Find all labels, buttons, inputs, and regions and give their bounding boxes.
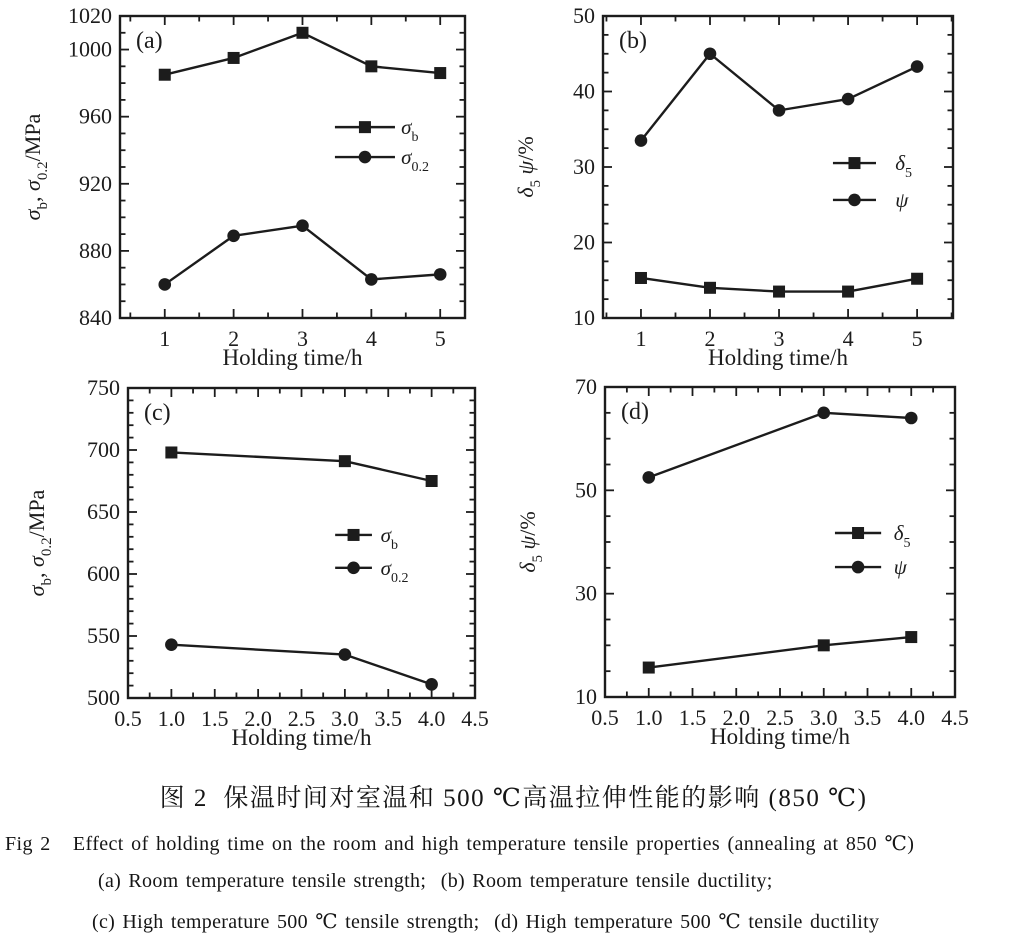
circle-marker: [817, 407, 830, 420]
square-marker: [704, 282, 716, 294]
chart-c-canvas: [0, 375, 513, 765]
series-line: [171, 452, 431, 481]
x-tick-label: 3.0: [331, 706, 359, 731]
square-marker: [842, 286, 854, 298]
square-marker: [911, 273, 923, 285]
y-tick-label: 500: [87, 685, 120, 710]
series-line: [649, 413, 912, 478]
caption-chinese: 图 2 保温时间对室温和 500 ℃高温拉伸性能的影响 (850 ℃): [159, 785, 868, 812]
x-tick-label: 2.5: [766, 705, 794, 730]
y-tick-label: 30: [575, 580, 597, 606]
chart-panel-d: [513, 375, 1027, 765]
square-marker: [635, 272, 647, 284]
legend-label: $\delta_5$: [895, 151, 913, 182]
square-marker: [643, 662, 655, 674]
x-tick-label: 2: [704, 326, 716, 351]
panel-label: (a): [136, 28, 163, 54]
square-marker: [339, 455, 351, 467]
square-marker: [296, 27, 308, 39]
x-tick-label: 3: [296, 326, 308, 351]
circle-marker: [848, 194, 861, 207]
x-tick-label: 4.0: [897, 705, 925, 730]
y-axis-title: $\delta_5$ ψ/%: [513, 136, 544, 198]
x-tick-label: 1.5: [678, 705, 707, 730]
y-tick-label: 650: [87, 499, 120, 524]
panel-label: (b): [619, 28, 647, 54]
legend-label: $\sigma_b$: [401, 115, 419, 146]
x-tick-label: 1: [635, 326, 647, 351]
circle-marker: [425, 678, 438, 691]
series-line: [165, 226, 440, 285]
series-line: [165, 33, 440, 75]
chart-a-canvas: [0, 0, 513, 375]
y-tick-label: 40: [573, 78, 595, 104]
circle-marker: [635, 134, 648, 147]
circle-marker: [347, 562, 360, 575]
y-tick-label: 50: [575, 477, 597, 503]
circle-marker: [852, 561, 865, 574]
square-marker: [852, 527, 864, 539]
legend-label: $\sigma_{0.2}$: [401, 145, 430, 176]
y-tick-label: 960: [79, 103, 112, 129]
y-tick-label: 550: [87, 623, 120, 648]
caption-english: Fig 2 Effect of holding time on the room and high temperature tensile properties (annealing at 850 ℃): [5, 833, 915, 855]
x-tick-label: 4: [842, 326, 854, 351]
x-tick-label: 4.5: [941, 705, 969, 730]
x-tick-label: 1.0: [635, 705, 663, 730]
x-tick-label: 4: [365, 326, 377, 351]
circle-marker: [434, 268, 447, 281]
x-axis-title: Holding time/h: [710, 724, 850, 749]
y-tick-label: 750: [87, 375, 120, 400]
y-axis-title: $\sigma_b$, $\sigma_{0.2}$/MPa: [20, 113, 51, 221]
circle-marker: [296, 219, 309, 232]
circle-marker: [704, 47, 717, 60]
chart-panel-a: [0, 0, 513, 375]
square-marker: [348, 529, 360, 541]
circle-marker: [365, 273, 378, 286]
circle-marker: [227, 229, 240, 242]
circle-marker: [842, 93, 855, 106]
x-axis-title: Holding time/h: [231, 725, 372, 750]
x-tick-label: 3.0: [810, 705, 838, 730]
square-marker: [426, 475, 438, 487]
x-tick-label: 1.0: [157, 706, 186, 731]
series-line: [649, 637, 912, 667]
x-tick-label: 1.5: [201, 706, 229, 731]
chart-panel-b: [513, 0, 1027, 375]
panel-label: (c): [144, 400, 171, 426]
circle-marker: [911, 60, 924, 73]
square-marker: [359, 121, 371, 133]
x-tick-label: 1: [159, 326, 171, 351]
circle-marker: [359, 151, 372, 164]
square-marker: [905, 631, 917, 643]
y-tick-label: 10: [575, 684, 597, 709]
y-tick-label: 20: [573, 229, 595, 255]
x-tick-label: 2: [228, 326, 240, 351]
y-axis-title: $\delta_5$ ψ/%: [515, 511, 546, 573]
y-tick-label: 1000: [68, 36, 112, 62]
series-line: [171, 645, 431, 685]
circle-marker: [158, 278, 171, 291]
x-tick-label: 3: [773, 326, 785, 351]
square-marker: [773, 286, 785, 298]
circle-marker: [642, 471, 655, 484]
series-line: [641, 54, 917, 141]
y-tick-label: 70: [575, 375, 597, 399]
y-tick-label: 880: [79, 237, 112, 263]
caption-sub-ab: (a) Room temperature tensile strength; (b) Room temperature tensile ductility;: [98, 870, 773, 892]
x-tick-label: 3.5: [853, 705, 882, 730]
chart-d-canvas: [513, 375, 1027, 765]
circle-marker: [339, 648, 352, 661]
square-marker: [365, 60, 377, 72]
y-tick-label: 840: [79, 305, 112, 330]
legend-label: $\delta_5$: [893, 521, 911, 552]
square-marker: [848, 157, 860, 169]
chart-panel-c: [0, 375, 513, 765]
square-marker: [434, 67, 446, 79]
legend-label: ψ: [895, 187, 909, 212]
x-tick-label: 2.0: [244, 706, 272, 731]
panel-label: (d): [621, 399, 649, 425]
x-axis-title: Holding time/h: [222, 345, 363, 370]
circle-marker: [773, 104, 786, 117]
square-marker: [818, 639, 830, 651]
circle-marker: [905, 412, 918, 425]
y-tick-label: 30: [573, 154, 595, 179]
y-tick-label: 50: [573, 3, 595, 28]
square-marker: [159, 69, 171, 81]
x-tick-label: 2.0: [722, 705, 750, 730]
legend-label: $\sigma_b$: [380, 522, 398, 553]
y-tick-label: 1020: [68, 3, 112, 28]
chart-b-canvas: [513, 0, 1027, 375]
x-tick-label: 0.5: [591, 705, 619, 730]
x-tick-label: 5: [434, 326, 446, 351]
x-tick-label: 3.5: [374, 706, 402, 731]
x-tick-label: 4.5: [461, 706, 489, 731]
legend-label: ψ: [893, 555, 907, 580]
y-tick-label: 600: [87, 561, 120, 586]
square-marker: [165, 446, 177, 458]
y-tick-label: 10: [573, 305, 595, 330]
legend-label: $\sigma_{0.2}$: [380, 555, 409, 586]
x-tick-label: 0.5: [114, 706, 142, 731]
x-tick-label: 2.5: [287, 706, 316, 731]
square-marker: [228, 52, 240, 64]
y-tick-label: 920: [79, 170, 112, 196]
x-tick-label: 4.0: [417, 706, 446, 731]
y-tick-label: 700: [87, 437, 120, 462]
circle-marker: [165, 638, 178, 651]
caption-sub-cd: (c) High temperature 500 ℃ tensile strength; (d) High temperature 500 ℃ tensile ductility: [92, 911, 880, 933]
x-axis-title: Holding time/h: [708, 345, 848, 370]
x-tick-label: 5: [911, 326, 923, 351]
y-axis-title: $\sigma_b$, $\sigma_{0.2}$/MPa: [24, 489, 55, 597]
